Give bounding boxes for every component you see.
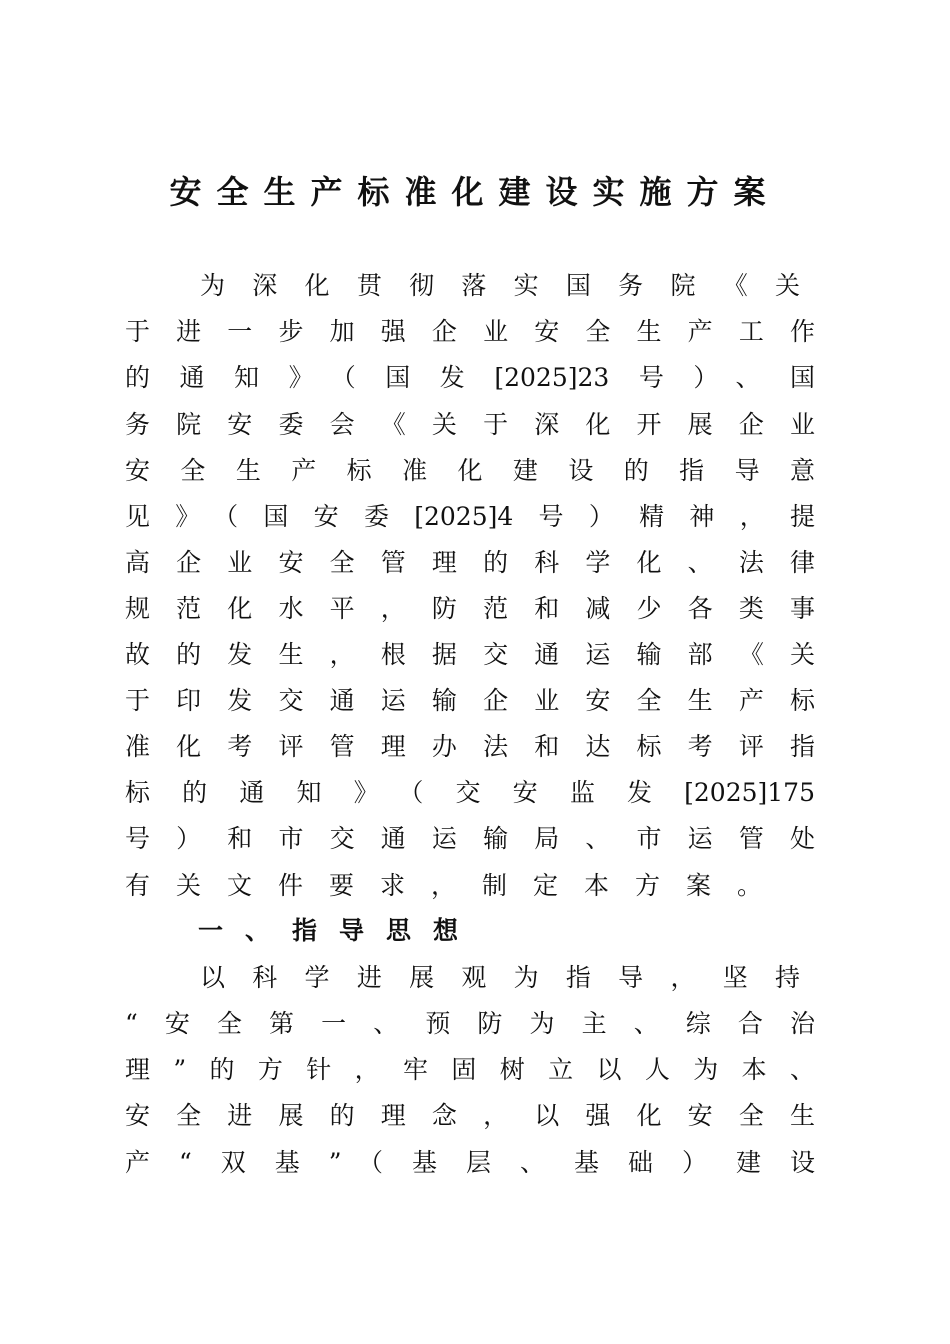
paragraph-line: 故的发生，根据交通运输部《关 — [125, 640, 815, 669]
paragraph-line: 安全进展的理念，以强化安全生 — [125, 1101, 815, 1130]
paragraph-line: 高企业安全管理的科学化、法律 — [125, 548, 815, 577]
paragraph-line: 于进一步加强企业安全生产工作 — [125, 317, 815, 346]
paragraph-line: 为深化贯彻落实国务院《关 — [200, 271, 800, 300]
paragraph-line: 标的通知》（交安监发[2025]175 — [125, 778, 815, 807]
section-heading: 一、指导思想 — [198, 916, 481, 945]
paragraph-line: 的通知》（国发[2025]23号）、国 — [125, 363, 815, 392]
paragraph-line: 见》（国安委[2025]4号）精神，提 — [125, 502, 815, 531]
paragraph-line: 以科学进展观为指导，坚持 — [200, 963, 800, 992]
paragraph-line: 产“双基”（基层、基础）建设 — [125, 1148, 815, 1177]
paragraph-line: 于印发交通运输企业安全生产标 — [125, 686, 815, 715]
paragraph-line: 号）和市交通运输局、市运管处 — [125, 824, 815, 853]
paragraph-line: 安全生产标准化建设的指导意 — [125, 456, 815, 485]
paragraph-line: 有关文件要求，制定本方案。 — [125, 871, 789, 900]
paragraph-line: 务院安委会《关于深化开展企业 — [125, 410, 815, 439]
paragraph-line: “安全第一、预防为主、综合治 — [125, 1009, 815, 1038]
paragraph-line: 理”的方针，牢固树立以人为本、 — [125, 1055, 815, 1084]
paragraph-line: 准化考评管理办法和达标考评指 — [125, 732, 815, 761]
document-title: 安全生产标准化建设实施方案 — [169, 173, 781, 211]
paragraph-line: 规范化水平，防范和减少各类事 — [125, 594, 815, 623]
